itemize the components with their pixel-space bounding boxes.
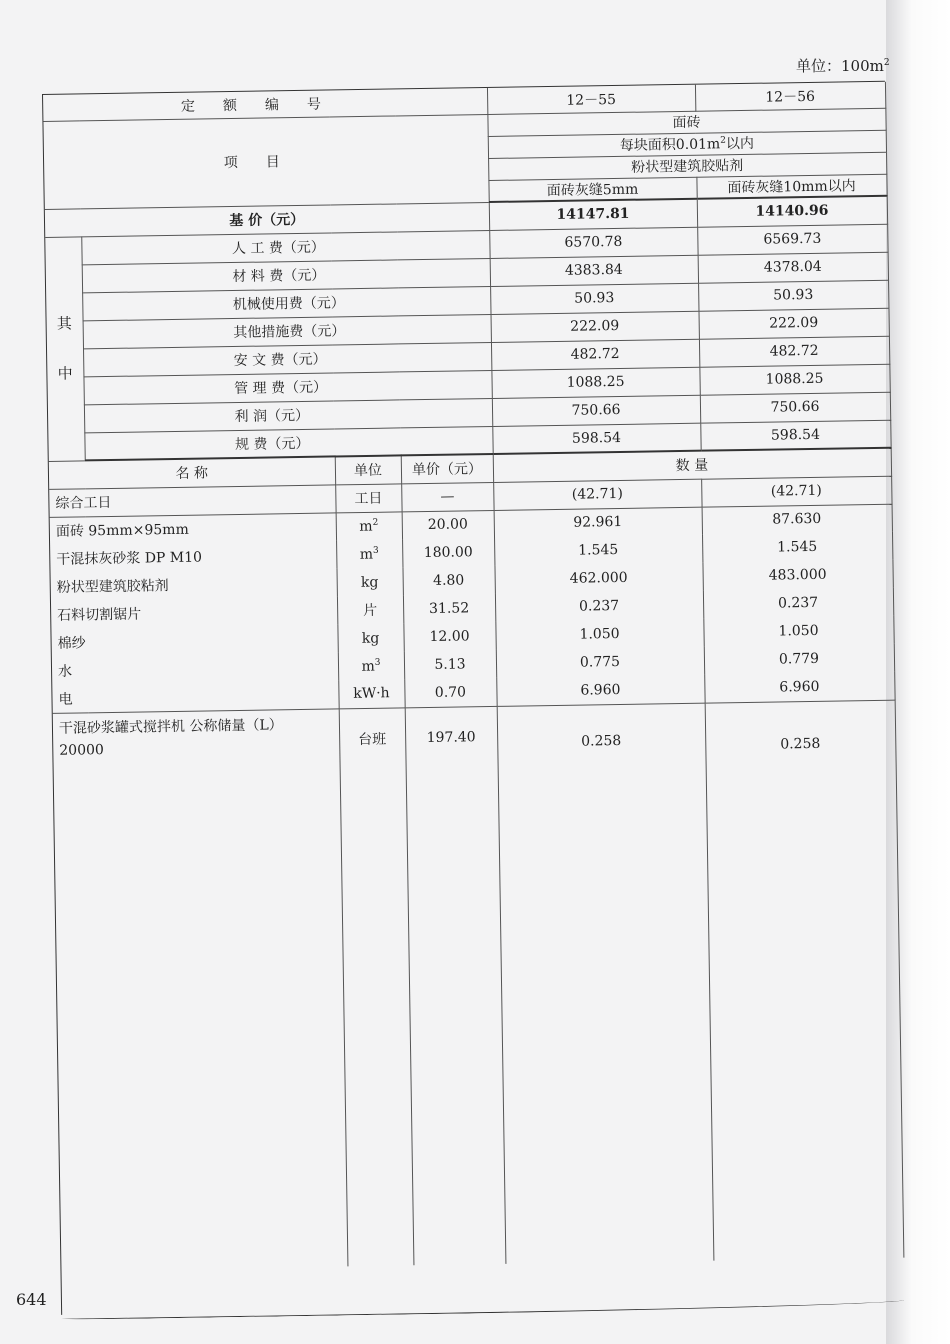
- cost-label: 规 费（元）: [84, 426, 492, 460]
- cost-value-1: 4383.84: [490, 255, 698, 286]
- material-qty-1: 6.960: [496, 675, 704, 706]
- cost-value-2: 598.54: [700, 420, 890, 451]
- material-price: 0.70: [404, 678, 496, 707]
- page-number: 644: [16, 1290, 47, 1309]
- cost-value-2: 222.09: [698, 308, 888, 339]
- material-unit: [337, 595, 403, 624]
- cost-label: 利 润（元）: [84, 398, 492, 432]
- material-name: 水: [52, 652, 338, 684]
- item-label: 项目: [43, 114, 488, 209]
- material-name: 干混抹灰砂浆 DP M10: [50, 540, 336, 572]
- unit-text: m: [361, 658, 375, 675]
- material-qty-2: 1.050: [703, 616, 893, 647]
- machine-price: 197.40: [405, 706, 506, 1265]
- base-price-1: 14147.81: [489, 199, 697, 230]
- material-price: —: [401, 482, 493, 511]
- material-unit: [336, 539, 402, 568]
- unit-text: 工日: [354, 490, 383, 508]
- material-name: 电: [52, 680, 338, 712]
- material-qty-1: 0.237: [495, 591, 703, 622]
- cost-value-2: 750.66: [700, 392, 890, 423]
- material-price: 180.00: [402, 538, 494, 567]
- unit-text: kg: [361, 630, 380, 647]
- material-unit: [338, 679, 404, 708]
- material-name: 面砖 95mm×95mm: [50, 512, 336, 544]
- spec-suffix: 以内: [725, 135, 755, 153]
- material-qty-1: 0.775: [496, 647, 704, 678]
- unit-sup: 3: [374, 657, 381, 668]
- material-unit: [337, 623, 403, 652]
- machine-qty-1: 0.258: [497, 703, 714, 1264]
- cost-value-1: 222.09: [491, 311, 699, 342]
- quota-sheet: [42, 81, 904, 1315]
- col-qty-header: 数 量: [493, 448, 891, 482]
- unit-text: m: [359, 518, 373, 535]
- base-price-label: 基 价（元）: [45, 202, 489, 237]
- material-qty-2: 6.960: [704, 672, 894, 703]
- quota-table: [43, 82, 904, 1271]
- cost-value-1: 482.72: [491, 339, 699, 370]
- spec-prefix: 每块面积0.01m: [619, 136, 721, 154]
- material-qty-2: (42.71): [701, 476, 891, 507]
- material-name: 综合工日: [49, 484, 335, 516]
- cost-value-1: 598.54: [492, 423, 700, 454]
- material-qty-1: 1.050: [495, 619, 703, 650]
- machine-unit: 台班: [339, 707, 414, 1266]
- material-qty-2: 1.545: [702, 532, 892, 563]
- unit-text: kW·h: [353, 685, 390, 703]
- material-price: 20.00: [402, 510, 494, 539]
- base-price-2: 14140.96: [697, 196, 887, 227]
- machine-name: [53, 708, 348, 1270]
- of-which-1: 其: [56, 314, 73, 333]
- variant-2: 面砖灰缝10mm以内: [696, 174, 886, 199]
- material-price: 5.13: [404, 650, 496, 679]
- col-name-header: 名 称: [49, 456, 335, 488]
- material-qty-2: 483.000: [702, 560, 892, 591]
- unit-note-sup: 2: [883, 58, 890, 68]
- material-price: 31.52: [403, 594, 495, 623]
- material-unit: [335, 483, 401, 512]
- of-which-label: [45, 236, 85, 461]
- cost-label: 机械使用费（元）: [82, 286, 490, 320]
- col-price-header: 单价（元）: [401, 454, 493, 483]
- cost-value-2: 1088.25: [699, 364, 889, 395]
- machine-name-line-2: 20000: [59, 741, 104, 759]
- material-qty-2: 0.237: [703, 588, 893, 619]
- material-qty-2: 0.779: [704, 644, 894, 675]
- machine-qty-2: 0.258: [705, 700, 904, 1261]
- unit-sup: 2: [372, 517, 379, 528]
- col-unit-header: 单位: [335, 455, 401, 484]
- material-qty-1: 1.545: [494, 535, 702, 566]
- unit-note: [796, 55, 890, 76]
- material-qty-1: (42.71): [493, 479, 701, 510]
- material-unit: [336, 511, 402, 540]
- cost-value-2: 50.93: [698, 280, 888, 311]
- cost-label: 材 料 费（元）: [82, 258, 490, 292]
- machine-name-line-1: 干混砂浆罐式搅拌机 公称储量（L）: [58, 716, 283, 737]
- category: 面砖: [487, 108, 885, 136]
- unit-sup: 3: [372, 545, 379, 556]
- material-price: 4.80: [402, 566, 494, 595]
- of-which-2: 中: [57, 364, 73, 383]
- unit-note-label: 单位：: [796, 57, 842, 75]
- cost-label: 其他措施费（元）: [83, 314, 491, 348]
- sheet-bottom-border: [62, 1296, 904, 1320]
- cost-label: 管 理 费（元）: [83, 370, 491, 404]
- adhesive: 粉状型建筑胶贴剂: [488, 152, 886, 180]
- cost-value-1: 50.93: [490, 283, 698, 314]
- material-name: 石料切割锯片: [51, 596, 337, 628]
- cost-label: 安 文 费（元）: [83, 342, 491, 376]
- material-name: 棉纱: [51, 624, 337, 656]
- unit-text: kg: [360, 574, 379, 591]
- quota-label: 定额编号: [43, 88, 487, 121]
- cost-value-1: 750.66: [492, 395, 700, 426]
- machine-row: [53, 700, 904, 1271]
- spec-sup: 2: [720, 135, 726, 146]
- material-qty-2: 87.630: [702, 504, 892, 535]
- material-name: 粉状型建筑胶粘剂: [51, 568, 337, 600]
- cost-value-2: 6569.73: [697, 224, 887, 255]
- material-unit: [338, 651, 404, 680]
- unit-note-value: 100m: [841, 57, 884, 75]
- cost-value-1: 6570.78: [489, 227, 697, 258]
- material-qty-1: 92.961: [494, 507, 702, 538]
- material-qty-1: 462.000: [494, 563, 702, 594]
- cost-value-2: 482.72: [699, 336, 889, 367]
- cost-value-2: 4378.04: [698, 252, 888, 283]
- material-unit: [336, 567, 402, 596]
- cost-label: 人 工 费（元）: [81, 230, 489, 264]
- variant-1: 面砖灰缝5mm: [488, 177, 696, 202]
- unit-text: m: [359, 546, 374, 563]
- unit-text: 片: [363, 602, 378, 620]
- cost-value-1: 1088.25: [491, 367, 699, 398]
- material-price: 12.00: [403, 622, 495, 651]
- quota-code-1: 12－55: [487, 85, 695, 114]
- quota-code-2: 12－56: [695, 82, 885, 111]
